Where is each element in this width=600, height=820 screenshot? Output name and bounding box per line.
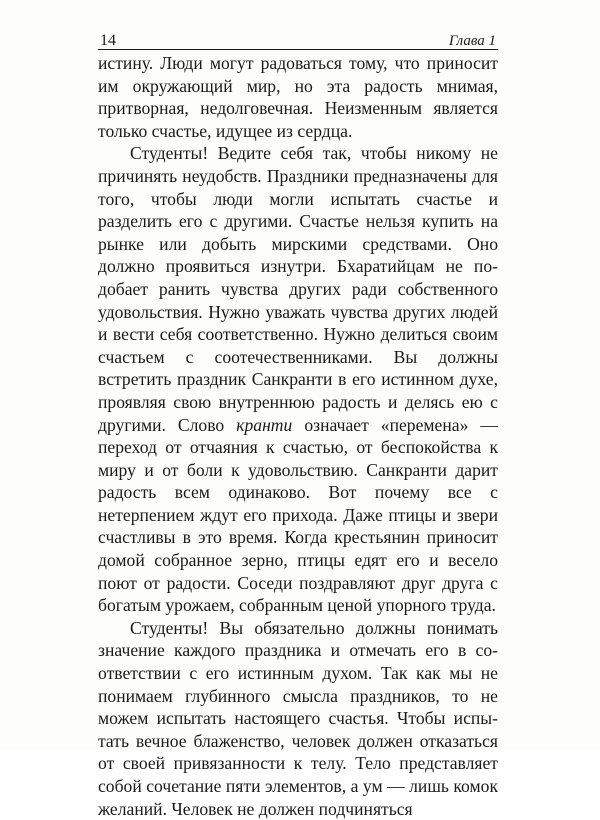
italic-term: кранти [236, 414, 293, 435]
running-head [98, 32, 498, 50]
page-number: 14 [100, 32, 116, 49]
paragraph-text: означает «перемена» — переход от отчаяния к счастью, от беспокойства к миру и от боли к удовольствию. Санкранти дарит радость всем одинаково. Вот почему все с нетерпением ждут его прихода. Даже птицы и звери счастливы в это время. Когда крестьянин приносит домой собранное зерно, птицы едят его и весело поют от радости. Соседи поздравляют друг друга с богатым урожаем, собранным ценой упорного труда. [98, 414, 498, 616]
paragraph-text: Студенты! Ведите себя так, чтобы никому не причинять неудобств. Праздники предназначены для того, чтобы люди могли испытать счастье и разделить его с другими. Счастье нельзя купить на рынке или добыть мирскими средствами. Оно должно проявиться изнутри. Бхаратийцам не подобает ранить чувства других ради собственного удовольствия. Нужно уважать чувства других людей и вести себя соответственно. Нужно делиться своим счастьем с соотечественниками. Вы должны встретить праздник Санкранти в его истинном духе, проявляя свою внутреннюю радость и делясь ею с другими. Слово [98, 143, 498, 435]
paragraph-continuation: истину. Люди могут радоваться тому, что приносит им окружающий мир, но эта радость мнимая, притворная, недолговечная. Неизменным является только счастье, идущее из сердца. [98, 53, 498, 141]
chapter-label: Глава 1 [448, 33, 496, 49]
body-text [98, 52, 498, 820]
paragraph-sankranti [98, 142, 498, 616]
header-rule [98, 49, 498, 50]
paragraph-students: Студенты! Вы обязательно должны понимать значение каждого праздника и отмечать его в соответствии с его истинным духом. Так как мы не понимаем глубинного смысла праздников, то не можем испытать настоящего счастья. Чтобы испытать вечное блаженство, человек должен отказаться от своей привязанности к телу. Тело представляет собой сочетание пяти элементов, а ум — лишь комок желаний. Человек не должен подчиняться [98, 617, 498, 819]
